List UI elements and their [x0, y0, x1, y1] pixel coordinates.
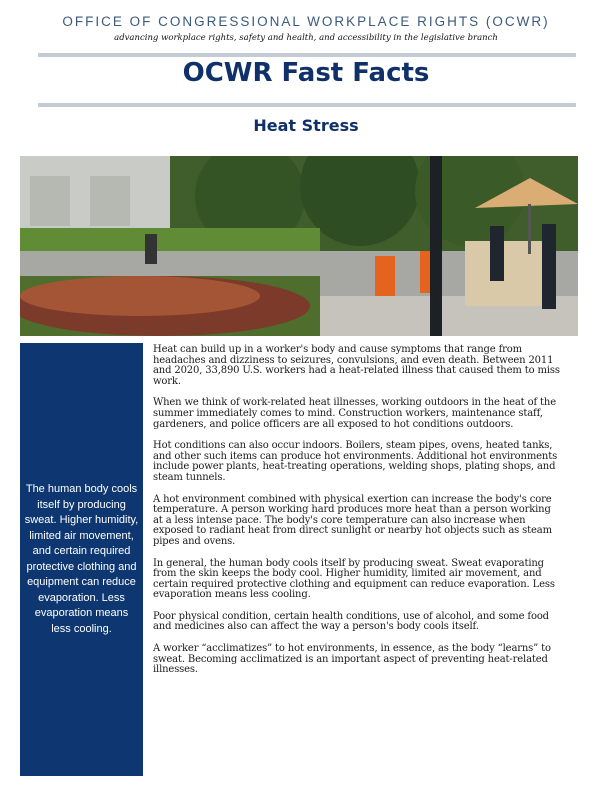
paragraph: When we think of work-related heat illnesses, working outdoors in the heat of the summer immediately comes to mind. Construction workers, maintenance staff, gardeners, and police officers are all exposed to hot conditions outdoors.: [153, 397, 556, 430]
page-subtitle: Heat Stress: [253, 116, 359, 135]
paragraph: A worker “acclimatizes” to hot environments, in essence, as the body “learns” to sweat. Becoming acclimatized is an important aspect of preventing heat-related illnesses.: [153, 643, 551, 676]
body-text: [153, 345, 563, 687]
sidebar-text: The human body cools itself by producing sweat. Higher humidity, limited air movement, and certain required protective clothing and equipment can reduce evaporation. Less evaporation means less cooling.: [24, 483, 139, 635]
paragraph: Hot conditions can also occur indoors. Boilers, steam pipes, ovens, heated tanks, and other such items can produce hot environments. Additional hot environments include power plants, heat-treating operations, welding shops, plating shops, and steam tunnels.: [153, 440, 558, 483]
tagline: advancing workplace rights, safety and health, and accessibility in the legislative branch: [114, 33, 498, 43]
paragraph: A hot environment combined with physical exertion can increase the body's core temperature. A person working hard produces more heat than a person working at a less intense pace. The body's core temperature can also increase when exposed to radiant heat from direct sunlight or nearby hot objects such as steam pipes and ovens.: [153, 493, 552, 547]
page-title: OCWR Fast Facts: [182, 58, 430, 88]
title-rule: [38, 103, 576, 107]
paragraph: Poor physical condition, certain health conditions, use of alcohol, and some food and medicines also can affect the way a person's body cools itself.: [153, 610, 549, 633]
sidebar-callout: [20, 343, 143, 776]
paragraph: In general, the human body cools itself by producing sweat. Sweat evaporating from the skin keeps the body cool. Higher humidity, limited air movement, and certain required protective clothing and equipment can reduce evaporation. Less evaporation means less cooling.: [153, 557, 555, 601]
paragraph: Heat can build up in a worker's body and cause symptoms that range from headaches and dizziness to seizures, convulsions, and even death. Between 2011 and 2020, 33,890 U.S. workers had a heat-related illness that caused them to miss work.: [153, 344, 560, 387]
top-rule: [38, 53, 576, 57]
header-photo: [20, 156, 578, 336]
organization-name: OFFICE OF CONGRESSIONAL WORKPLACE RIGHTS (OCWR): [62, 14, 550, 29]
